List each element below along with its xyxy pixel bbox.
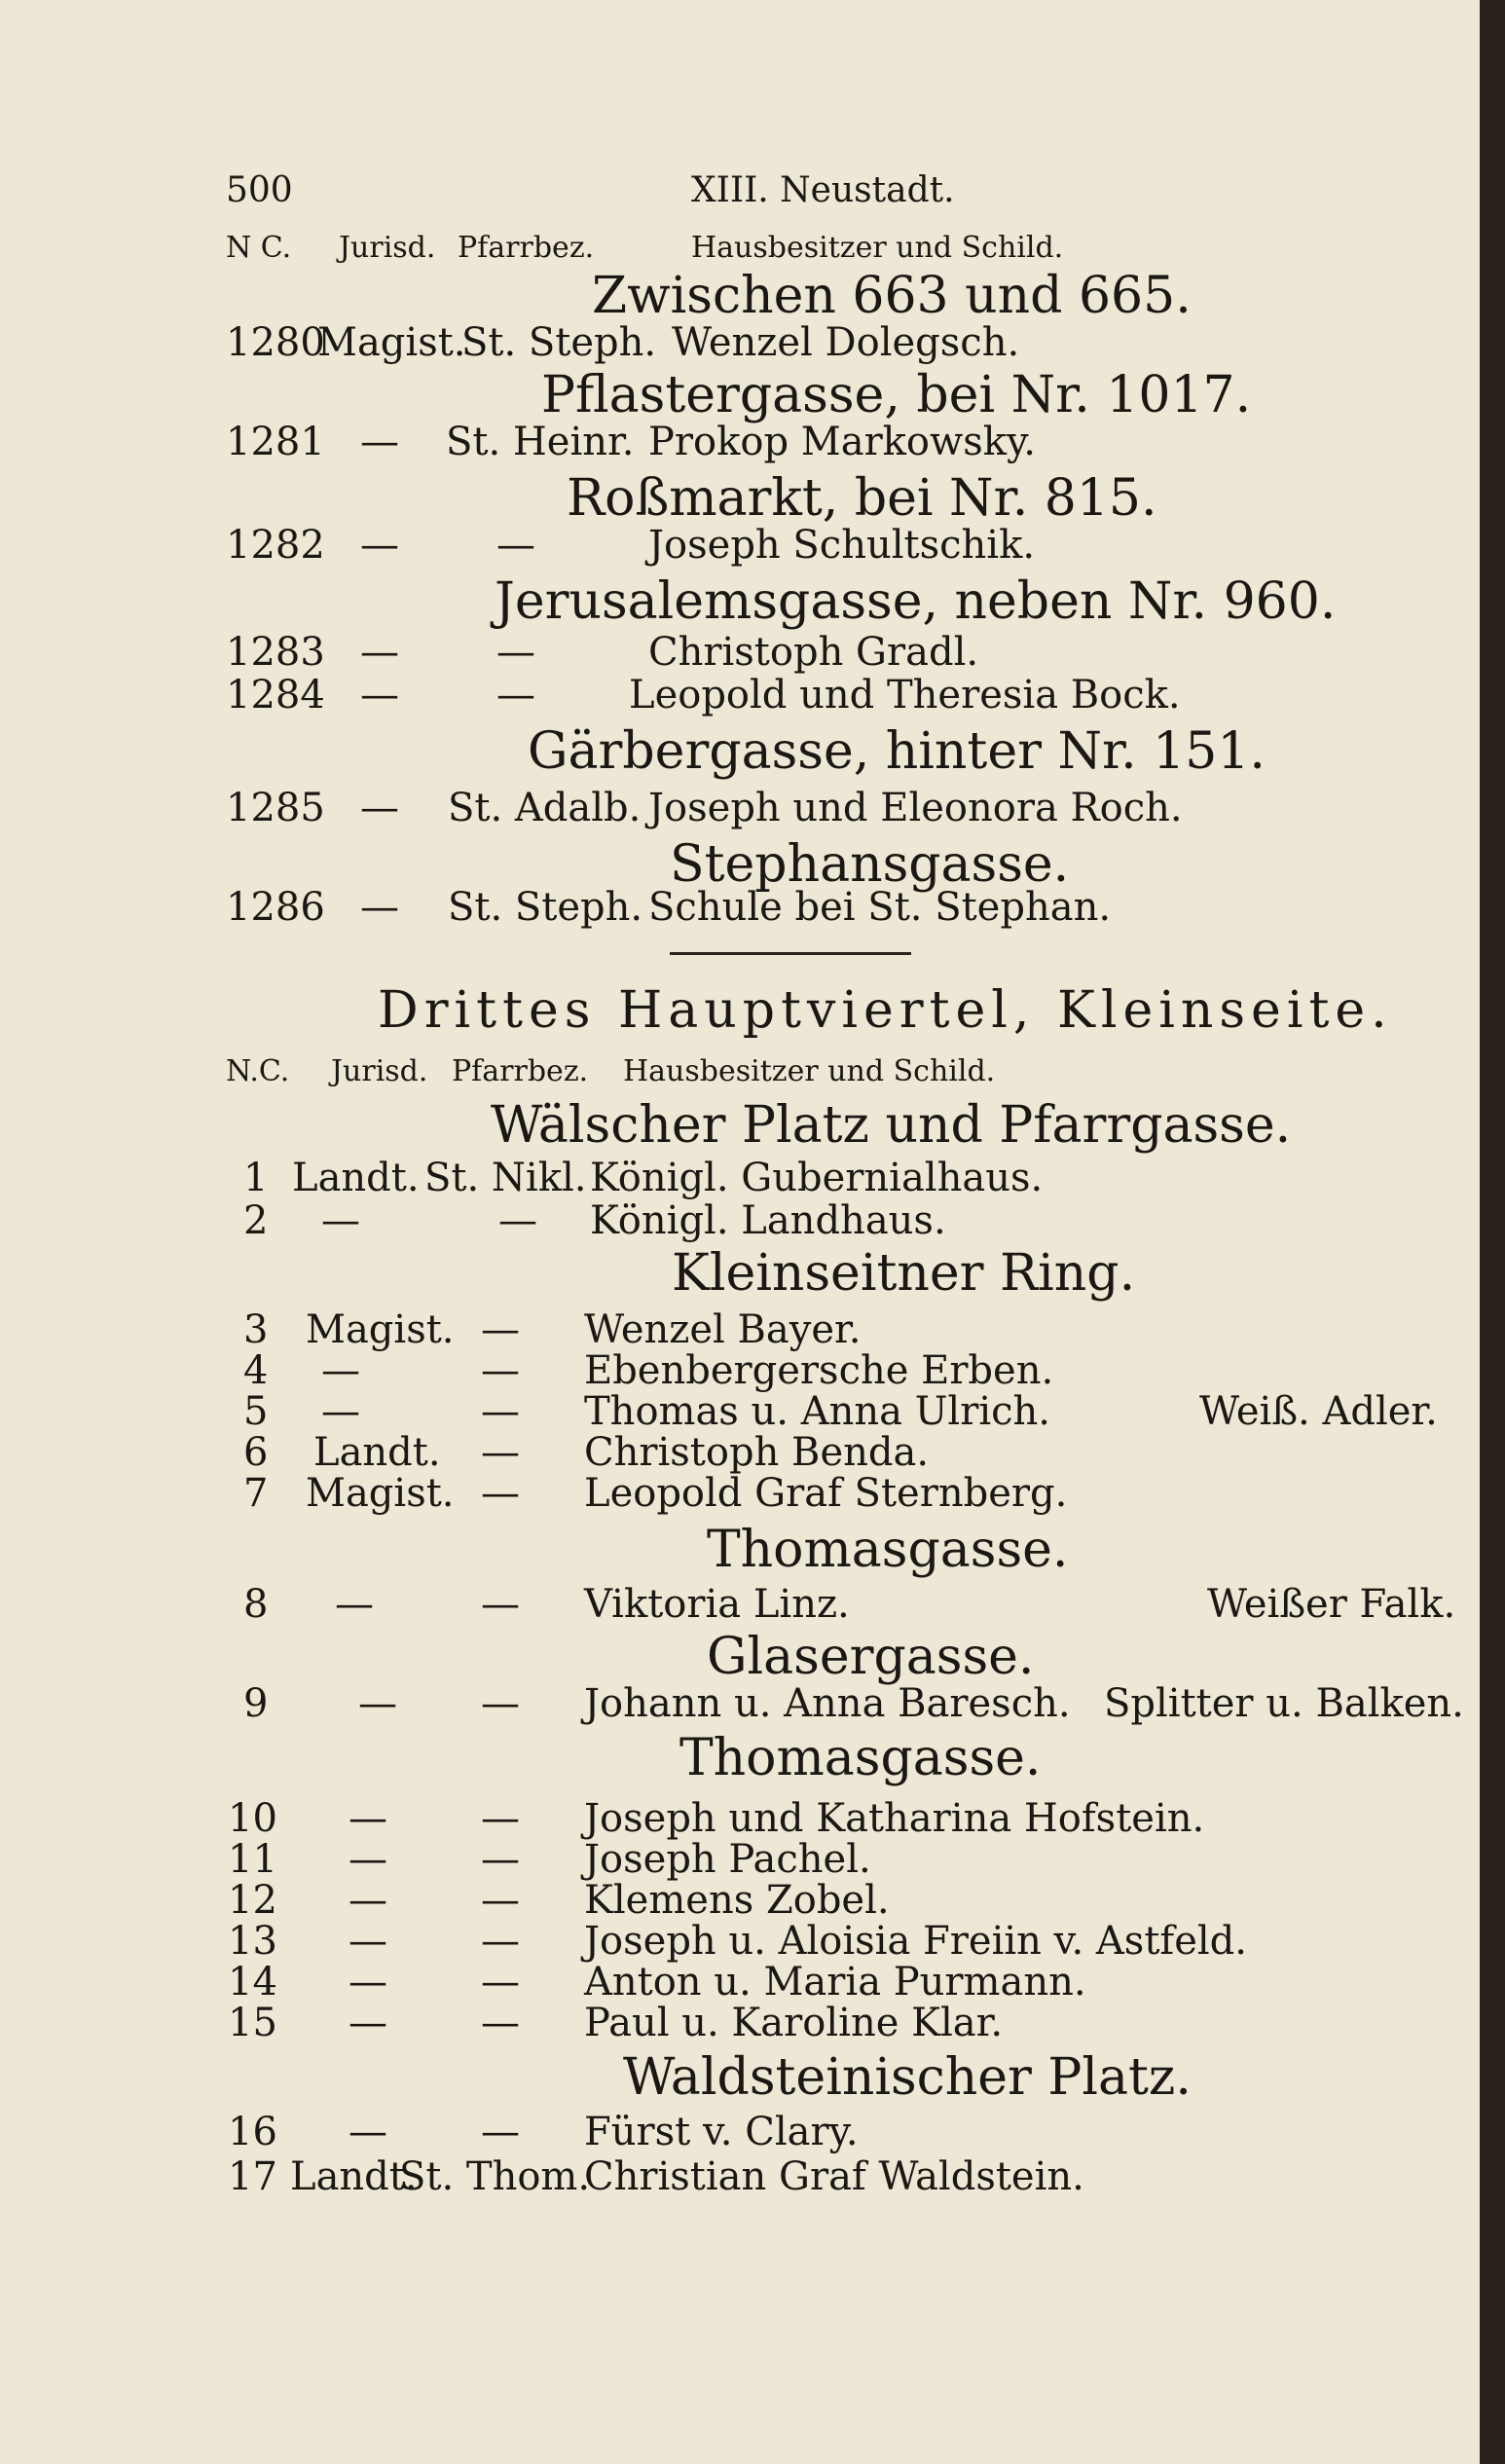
row-nc: 15 — [228, 2001, 277, 2045]
row-nc: 10 — [228, 1796, 277, 1841]
row-nc: 4 — [243, 1348, 269, 1393]
street-heading: Wälscher Platz und Pfarrgasse. — [491, 1096, 1292, 1155]
street-heading: Roßmarkt, bei Nr. 815. — [567, 469, 1157, 528]
row-nc: 16 — [228, 2110, 277, 2154]
row-owner: Königl. Landhaus. — [590, 1198, 946, 1243]
row-nc: 11 — [228, 1837, 277, 1882]
row-pfarr: — — [481, 2110, 520, 2154]
col-header-nc: N.C. — [226, 1054, 290, 1088]
col-header-nc: N C. — [226, 231, 292, 265]
row-sign: Weiß. Adler. — [1199, 1389, 1438, 1434]
row-nc: 1285 — [226, 786, 325, 830]
row-pfarr: — — [481, 1389, 520, 1434]
row-pfarr: — — [481, 1960, 520, 2004]
row-pfarr: — — [481, 1348, 520, 1393]
row-pfarr: — — [496, 673, 535, 717]
col-header-pfarrbez: Pfarrbez. — [458, 231, 595, 265]
row-owner: Fürst v. Clary. — [584, 2110, 859, 2154]
page-edge — [1480, 0, 1505, 2464]
row-jurisd: — — [360, 420, 399, 464]
running-title: XIII. Neustadt. — [691, 170, 955, 210]
row-owner: Johann u. Anna Baresch. — [584, 1681, 1071, 1726]
row-jurisd: — — [335, 1582, 374, 1627]
row-jurisd: — — [321, 1389, 360, 1434]
row-pfarr: St. Thom. — [399, 2154, 591, 2199]
row-nc: 1281 — [226, 420, 325, 464]
row-jurisd: Landt. — [290, 2154, 418, 2199]
row-jurisd: Landt. — [292, 1156, 420, 1200]
row-pfarr: — — [481, 1430, 520, 1475]
row-pfarr: — — [481, 1307, 520, 1352]
row-jurisd: — — [349, 2110, 387, 2154]
row-jurisd: — — [349, 1878, 387, 1923]
row-pfarr: St. Nikl. — [424, 1156, 587, 1200]
row-nc: 1 — [243, 1156, 269, 1200]
street-heading: Waldsteinischer Platz. — [623, 2048, 1192, 2107]
row-owner: Christoph Gradl. — [648, 630, 979, 675]
row-nc: 12 — [228, 1878, 277, 1923]
row-jurisd: — — [360, 786, 399, 830]
row-sign: Splitter u. Balken. — [1104, 1681, 1464, 1726]
section-divider — [670, 952, 911, 955]
section-title: Drittes Hauptviertel, Kleinseite. — [378, 981, 1393, 1040]
row-owner: Joseph und Katharina Hofstein. — [584, 1796, 1205, 1841]
street-heading: Glasergasse. — [707, 1628, 1035, 1686]
row-jurisd: — — [349, 1960, 387, 2004]
row-owner: Christian Graf Waldstein. — [584, 2154, 1084, 2199]
row-pfarr: — — [481, 1582, 520, 1627]
row-owner: Anton u. Maria Purmann. — [584, 1960, 1086, 2004]
row-nc: 13 — [228, 1919, 277, 1964]
page-number: 500 — [226, 170, 293, 210]
row-owner: Paul u. Karoline Klar. — [584, 2001, 1004, 2045]
row-jurisd: — — [358, 1681, 397, 1726]
row-pfarr: — — [496, 630, 535, 675]
row-owner: Klemens Zobel. — [584, 1878, 890, 1923]
row-owner: Leopold Graf Sternberg. — [584, 1471, 1068, 1516]
row-owner: Joseph Pachel. — [584, 1837, 871, 1882]
row-nc: 1280 — [226, 320, 325, 365]
row-jurisd: — — [349, 1919, 387, 1964]
street-heading: Zwischen 663 und 665. — [592, 267, 1192, 325]
row-pfarr: — — [496, 523, 535, 568]
row-pfarr: — — [498, 1198, 537, 1243]
row-jurisd: — — [349, 1837, 387, 1882]
row-nc: 5 — [243, 1389, 269, 1434]
col-header-jurisd: Jurisd. — [331, 1054, 428, 1088]
row-jurisd: Landt. — [313, 1430, 441, 1475]
row-jurisd: — — [321, 1348, 360, 1393]
col-header-pfarrbez: Pfarrbez. — [452, 1054, 589, 1088]
row-nc: 6 — [243, 1430, 269, 1475]
row-nc: 1286 — [226, 885, 325, 930]
row-jurisd: — — [360, 885, 399, 930]
row-nc: 14 — [228, 1960, 277, 2004]
street-heading: Thomasgasse. — [679, 1729, 1042, 1787]
row-jurisd: Magist. — [306, 1471, 455, 1516]
row-jurisd: — — [349, 2001, 387, 2045]
row-owner: Joseph u. Aloisia Freiin v. Astfeld. — [584, 1919, 1247, 1964]
row-owner: Christoph Benda. — [584, 1430, 930, 1475]
street-heading: Pflastergasse, bei Nr. 1017. — [541, 366, 1252, 424]
row-pfarr: St. Steph. — [461, 320, 657, 365]
row-pfarr: St. Heinr. — [446, 420, 635, 464]
row-pfarr: — — [481, 1919, 520, 1964]
row-owner: Wenzel Dolegsch. — [672, 320, 1020, 365]
row-pfarr: St. Adalb. — [448, 786, 642, 830]
row-pfarr: — — [481, 1837, 520, 1882]
row-nc: 9 — [243, 1681, 269, 1726]
row-nc: 7 — [243, 1471, 269, 1516]
row-nc: 17 — [228, 2154, 277, 2199]
row-owner: Wenzel Bayer. — [584, 1307, 862, 1352]
row-pfarr: St. Steph. — [448, 885, 643, 930]
row-jurisd: — — [360, 673, 399, 717]
row-owner: Leopold und Theresia Bock. — [629, 673, 1181, 717]
row-pfarr: — — [481, 1878, 520, 1923]
row-jurisd: — — [360, 523, 399, 568]
row-owner: Ebenbergersche Erben. — [584, 1348, 1054, 1393]
row-pfarr: — — [481, 1796, 520, 1841]
row-pfarr: — — [481, 2001, 520, 2045]
street-heading: Gärbergasse, hinter Nr. 151. — [528, 722, 1266, 781]
col-header-jurisd: Jurisd. — [339, 231, 436, 265]
street-heading: Jerusalemsgasse, neben Nr. 960. — [495, 572, 1337, 631]
row-owner: Schule bei St. Stephan. — [648, 885, 1112, 930]
row-pfarr: — — [481, 1681, 520, 1726]
street-heading: Thomasgasse. — [707, 1521, 1069, 1579]
street-heading: Kleinseitner Ring. — [672, 1244, 1136, 1303]
row-nc: 1283 — [226, 630, 325, 675]
row-owner: Königl. Gubernialhaus. — [590, 1156, 1044, 1200]
row-pfarr: — — [481, 1471, 520, 1516]
row-nc: 8 — [243, 1582, 269, 1627]
row-owner: Joseph Schultschik. — [648, 523, 1036, 568]
street-heading: Stephansgasse. — [670, 835, 1070, 894]
col-header-owner: Hausbesitzer und Schild. — [623, 1054, 996, 1088]
row-owner: Viktoria Linz. — [584, 1582, 850, 1627]
row-owner: Thomas u. Anna Ulrich. — [584, 1389, 1051, 1434]
row-jurisd: Magist. — [317, 320, 466, 365]
row-jurisd: — — [360, 630, 399, 675]
row-owner: Joseph und Eleonora Roch. — [648, 786, 1183, 830]
row-nc: 3 — [243, 1307, 269, 1352]
row-nc: 1284 — [226, 673, 325, 717]
row-jurisd: — — [321, 1198, 360, 1243]
col-header-owner: Hausbesitzer und Schild. — [691, 231, 1064, 265]
row-owner: Prokop Markowsky. — [648, 420, 1037, 464]
row-nc: 1282 — [226, 523, 325, 568]
row-jurisd: Magist. — [306, 1307, 455, 1352]
row-nc: 2 — [243, 1198, 269, 1243]
row-jurisd: — — [349, 1796, 387, 1841]
row-sign: Weißer Falk. — [1207, 1582, 1456, 1627]
